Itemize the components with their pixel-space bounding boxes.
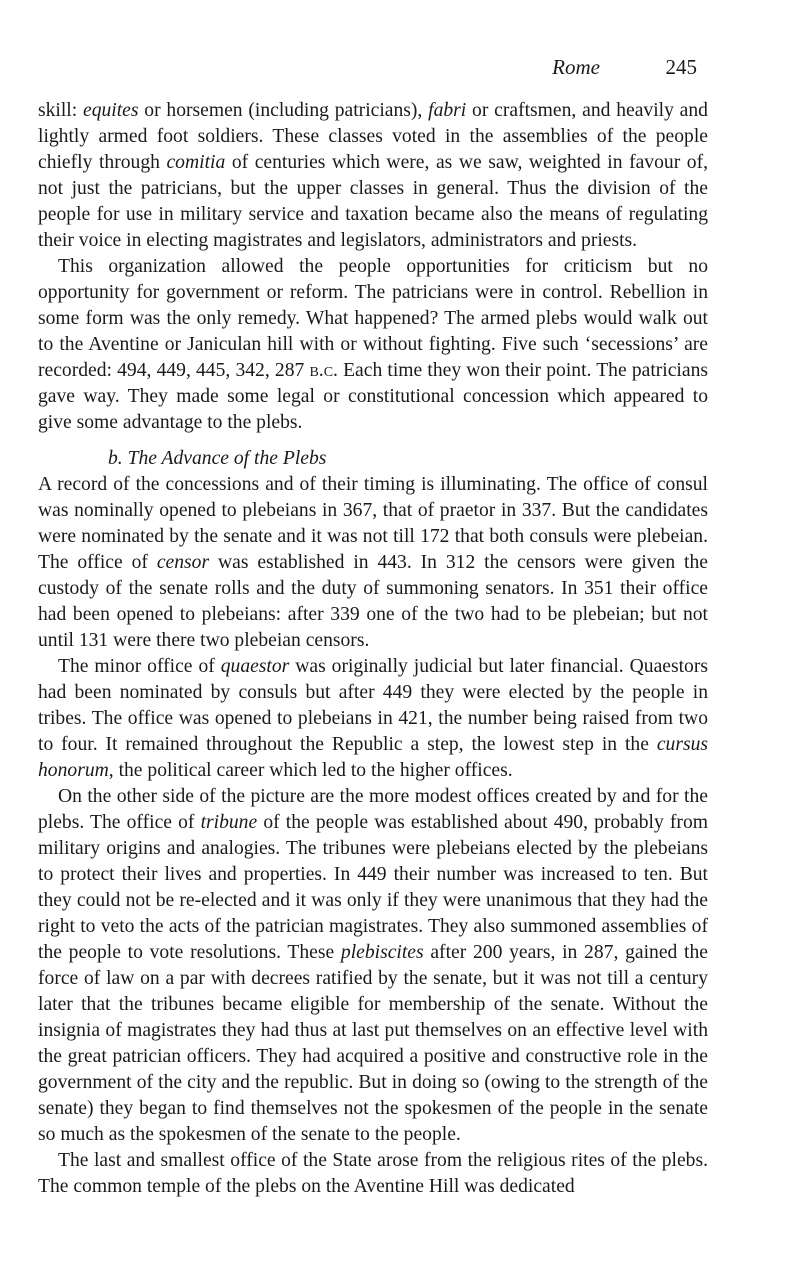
italic-term: equites bbox=[83, 100, 139, 121]
paragraph bbox=[38, 654, 708, 784]
paragraph bbox=[38, 1148, 708, 1200]
italic-term: comitia bbox=[166, 152, 226, 173]
text-run: A record of the concessions and of their timing is illuminating. The office of consul was nominally opened to plebeians in 367, that of praetor in 337. But the candidates were nominated by the senate and it was not till 172 that both consuls were plebeian. The office of bbox=[38, 474, 708, 573]
paragraph bbox=[38, 254, 708, 436]
italic-term: cursus honorum bbox=[38, 734, 708, 781]
text-run: On the other side of the picture are the more modest offices created by and for the plebs. The office of bbox=[38, 786, 708, 833]
small-caps-text: b.c. bbox=[309, 360, 338, 381]
text-run: , the political career which led to the higher offices. bbox=[108, 760, 513, 781]
body-text bbox=[38, 98, 708, 1200]
text-run: skill: bbox=[38, 100, 83, 121]
running-title: Rome bbox=[552, 55, 600, 79]
text-run: was originally judicial but later financial. Quaestors had been nominated by consuls but after 449 they were elected by the people in tribes. The office was opened to plebeians in 421, the number being raised from two to four. It remained throughout the Republic a step, the lowest step in the bbox=[38, 656, 708, 755]
text-run: of the people was established about 490, probably from military origins and analogies. The tribunes were plebeians elected by the plebeians to protect their lives and properties. In 449 their number was increased to ten. But they could not be re-elected and it was only if they were unanimous that they had the right to veto the acts of the patrician magistrates. They also summoned assemblies of the people to vote resolutions. These bbox=[38, 812, 708, 963]
italic-term: tribune bbox=[200, 812, 258, 833]
text-run: after 200 years, in 287, gained the force of law on a par with decrees ratified by the senate, but it was not till a century later that the tribunes became eligible for membership of the senate. Without the insignia of magistrates they had thus at last put themselves on an effective level with the great patrician officers. They had acquired a positive and constructive role in the government of the city and the republic. But in doing so (owing to the strength of the senate) they began to find themselves not the spokesmen of the people in the senate so much as the spokesmen of the senate to the people. bbox=[38, 942, 708, 1145]
paragraph bbox=[38, 472, 708, 654]
paragraph bbox=[38, 784, 708, 1148]
italic-term: censor bbox=[156, 552, 210, 573]
text-run: This organization allowed the people opportunities for criticism but no opportunity for government or reform. The patricians were in control. Rebellion in some form was the only remedy. What happened? The armed plebs would walk out to the Aventine or Janiculan hill with or without fighting. Five such ‘secessions’ are recorded: 494, 449, 445, 342, 287 bbox=[38, 256, 708, 381]
page-header bbox=[0, 55, 800, 83]
italic-term: fabri bbox=[428, 100, 467, 121]
text-run: of centuries which were, as we saw, weighted in favour of, not just the patricians, but the upper classes in general. Thus the division of the people for use in military service and taxation became also the means of regulating their voice in electing magistrates and legislators, administrators and priests. bbox=[38, 152, 708, 251]
text-run: or horsemen (including patricians), bbox=[138, 100, 429, 121]
page-number: 245 bbox=[665, 55, 697, 79]
italic-term: plebiscites bbox=[340, 942, 424, 963]
paragraph bbox=[38, 98, 708, 254]
text-run: The minor office of bbox=[58, 656, 221, 677]
text-run: was established in 443. In 312 the censors were given the custody of the senate rolls and the duty of summoning senators. In 351 their office had been opened to plebeians: after 339 one of the two had to be plebeian; but not until 131 were there two plebeian censors. bbox=[38, 552, 708, 651]
text-run: The last and smallest office of the State arose from the religious rites of the plebs. The common temple of the plebs on the Aventine Hill was dedicated bbox=[38, 1150, 708, 1197]
section-heading: b. The Advance of the Plebs bbox=[108, 448, 327, 469]
italic-term: quaestor bbox=[220, 656, 290, 677]
text-run: Each time they won their point. The patricians gave way. They made some legal or constitutional concession which appeared to give some advantage to the plebs. bbox=[38, 360, 708, 433]
text-run: or craftsmen, and heavily and lightly armed foot soldiers. These classes voted in the assemblies of the people chiefly through bbox=[38, 100, 708, 173]
